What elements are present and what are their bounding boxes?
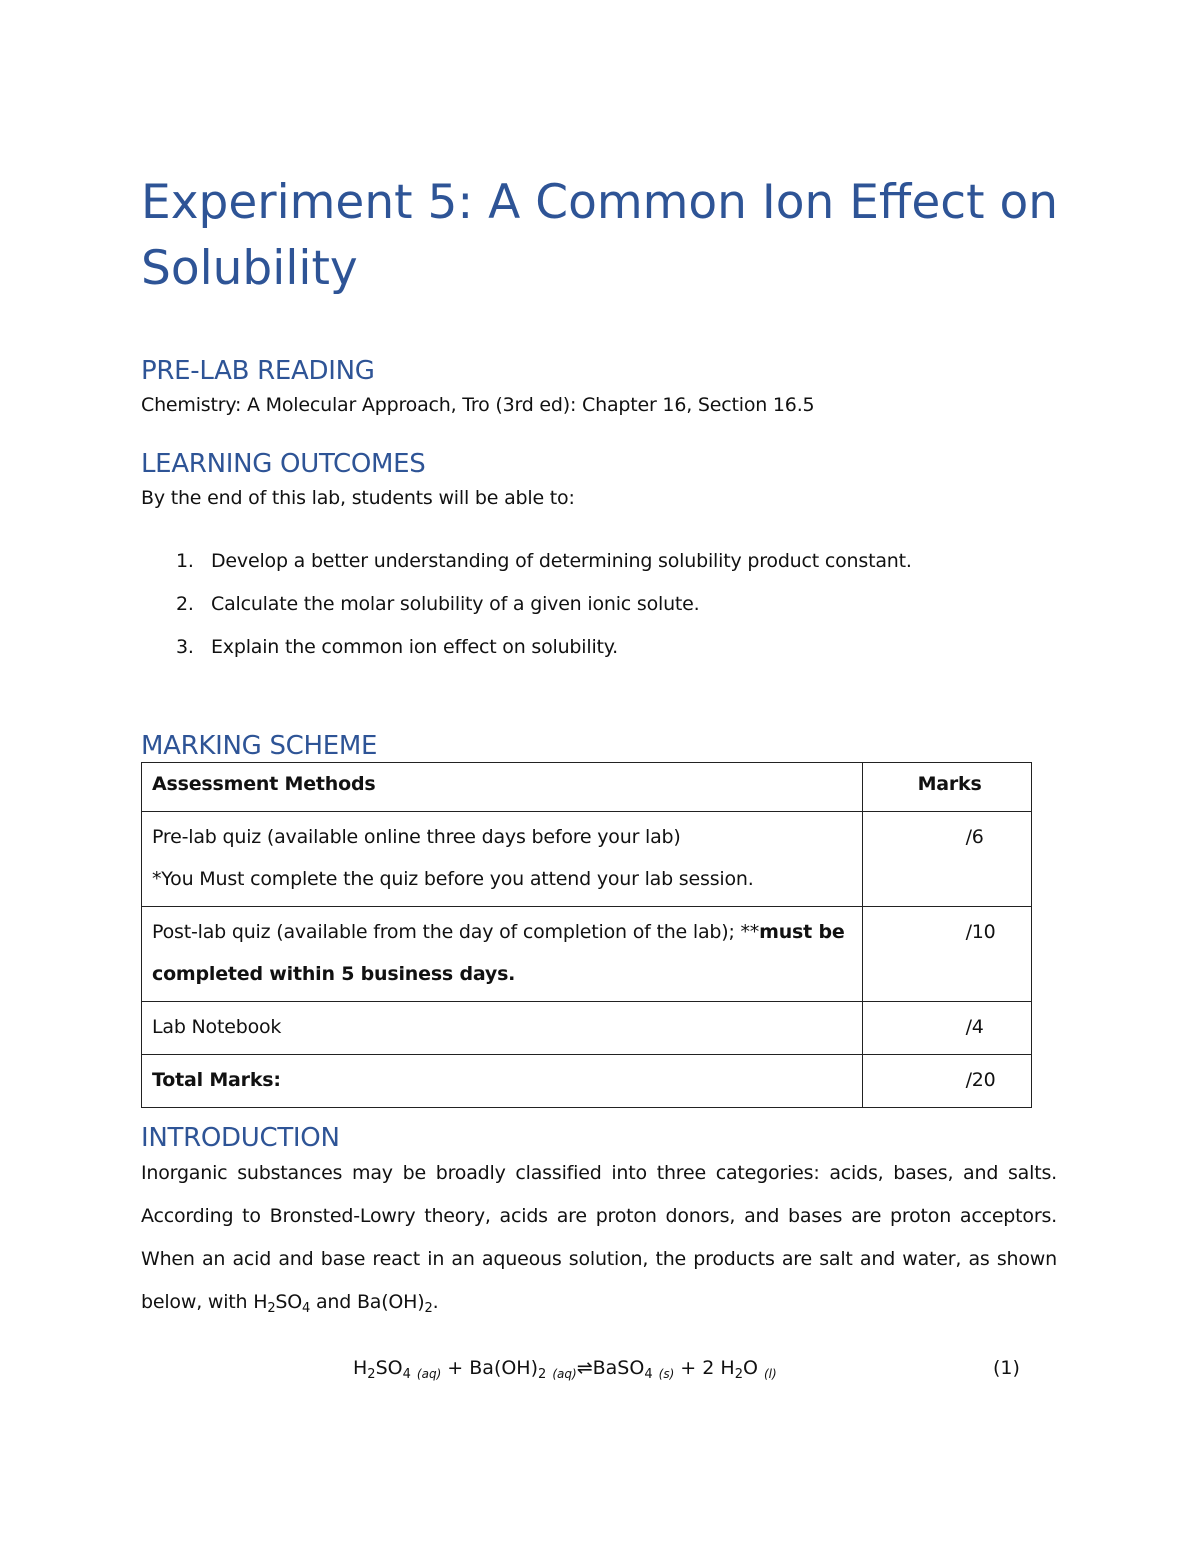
list-item	[141, 583, 912, 626]
chemical-equation: $H_2SO_4$ $_{(aq)} + Ba(OH)_2$ $_{(aq)}$⇌BaSO$_4$ $_{(s)}$ + 2 $H_2O$ $_{(l)}$	[353, 1357, 777, 1382]
list-number: 3.	[176, 636, 194, 658]
list-text: Develop a better understanding of determining solubility product constant.	[211, 550, 912, 572]
list-text: Calculate the molar solubility of a given ionic solute.	[211, 593, 700, 615]
list-number: 2.	[176, 593, 194, 615]
equation-number: (1)	[993, 1357, 1020, 1379]
list-item	[141, 626, 912, 669]
introduction-heading: INTRODUCTION	[141, 1123, 340, 1153]
table-header-row	[142, 763, 1032, 812]
table-cell-marks: /4	[862, 1002, 1031, 1055]
table-cell-marks: /6	[862, 812, 1031, 907]
list-number: 1.	[176, 550, 194, 572]
table-cell-method: Lab Notebook	[142, 1002, 863, 1055]
column-header-method: Assessment Methods	[142, 763, 863, 812]
table-cell-marks: /20	[862, 1055, 1031, 1108]
table-row	[142, 1002, 1032, 1055]
equilibrium-arrow-icon: ⇌	[576, 1357, 593, 1379]
table-cell-marks: /10	[862, 907, 1031, 1002]
introduction-text: Inorganic substances may be broadly classified into three categories: acids, bases, and salts. According to Bronsted-Lowry theory, acids are proton donors, and bases are proton acceptors. When an acid and base react in an aqueous solution, the products are salt and water, as shown below, with $H_2SO_4$ and $Ba(OH)_2$.	[141, 1162, 1057, 1316]
page-title: Experiment 5: A Common Ion Effect on Solubility	[141, 175, 1058, 296]
table-row	[142, 907, 1032, 1002]
outcomes-heading: LEARNING OUTCOMES	[141, 449, 426, 479]
outcomes-list	[141, 540, 912, 669]
outcomes-intro: By the end of this lab, students will be able to:	[141, 487, 575, 509]
table-row	[142, 812, 1032, 907]
table-cell-method: Total Marks:	[142, 1055, 863, 1108]
table-cell-method: Post-lab quiz (available from the day of completion of the lab); **must be completed within 5 business days.	[142, 907, 863, 1002]
prelab-text: Chemistry: A Molecular Approach, Tro (3rd ed): Chapter 16, Section 16.5	[141, 394, 815, 416]
list-item	[141, 540, 912, 583]
prelab-heading: PRE-LAB READING	[141, 356, 375, 386]
table-row-total	[142, 1055, 1032, 1108]
table-cell-method: Pre-lab quiz (available online three days before your lab) *You Must complete the quiz before you attend your lab session.	[142, 812, 863, 907]
column-header-marks: Marks	[862, 763, 1031, 812]
marking-table	[141, 762, 1032, 1108]
marking-heading: MARKING SCHEME	[141, 731, 378, 761]
list-text: Explain the common ion effect on solubility.	[211, 636, 618, 658]
